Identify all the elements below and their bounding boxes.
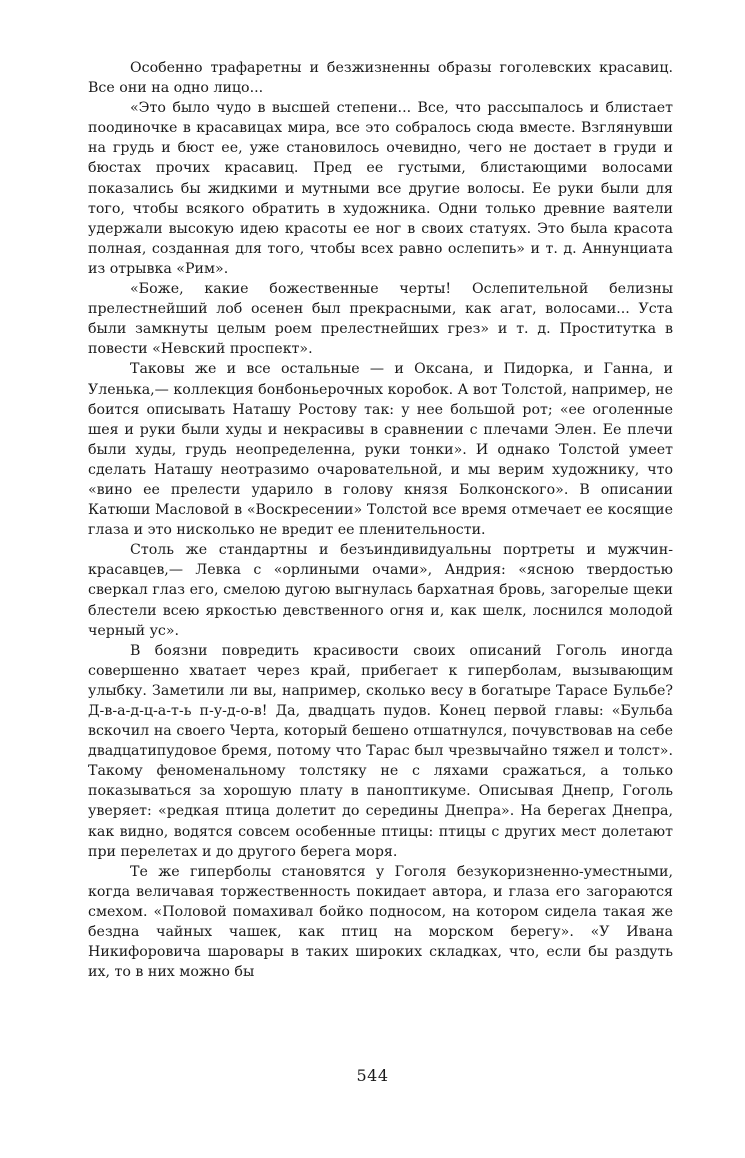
page-body bbox=[88, 58, 673, 1078]
page-number: 544 bbox=[356, 1066, 389, 1085]
paragraph-2: «Это было чудо в высшей степени... Все, что рассыпалось и блистает поодиночке в красавицах мира, все это собралось сюда вместе. Взглянувши на грудь и бюст ее, уже становилось очевидно, чего не достает в груди и бюстах прочих красавиц. Пред ее густыми, блистающими волосами показались бы жидкими и мутными все другие волосы. Ее руки были для того, чтобы всякого обратить в художника. Одни только древние ваятели удержали высокую идею красоты ее ног в своих статуях. Это была красота полная, созданная для того, чтобы всех равно ослепить» и т. д. Аннунциата из отрывка «Рим». bbox=[88, 100, 673, 277]
paragraph-6: В боязни повредить красивости своих описаний Гоголь иногда совершенно хватает через край, прибегает к гиперболам, вызывающим улыбку. Заметили ли вы, например, сколько весу в богатыре Тарасе Бульбе? Д-в-а-д-ц-а-т-ь п-у-д-о-в! Да, двадцать пудов. Конец первой главы: «Бульба вскочил на своего Черта, который бешено отшатнулся, почувствовав на себе двадцатипудовое бремя, потому что Тарас был чрезвычайно тяжел и толст». Такому феноменальному толстяку не с ляхами сражаться, а только показываться за хорошую плату в паноптикуме. Описывая Днепр, Гоголь уверяет: «редкая птица долетит до середины Днепра». На берегах Днепра, как видно, водятся совсем особенные птицы: птицы с других мест долетают при перелетах и до другого берега моря. bbox=[88, 642, 673, 860]
paragraph-5: Столь же стандартны и безъиндивидуальны портреты и мужчин-красавцев,— Левка с «орлиными очами», Андрия: «ясною твердостью сверкал глаз его, смелою дугою выгнулась бархатная бровь, загорелые щеки блестели всею яркостью девственного огня и, как шелк, лоснился молодой черный ус». bbox=[88, 542, 673, 639]
paragraph-3: «Боже, какие божественные черты! Ослепительной белизны прелестнейший лоб осенен был прекрасными, как агат, волосами... Уста были замкнуты целым роем прелестнейших грез» и т. д. Проститутка в повести «Невский проспект». bbox=[88, 281, 673, 358]
paragraph-7: Те же гиперболы становятся у Гоголя безукоризненно-уместными, когда величавая торжественность покидает автора, и глаза его загораются смехом. «Половой помахивал бойко подносом, на котором сидела такая же бездна чайных чашек, как птиц на морском берегу». «У Ивана Никифоровича шаровары в таких широких складках, что, если бы раздуть их, то в них можно бы bbox=[88, 863, 673, 981]
paragraph-4: Таковы же и все остальные — и Оксана, и Пидорка, и Ганна, и Уленька,— коллекция бонбоньерочных коробок. А вот Толстой, например, не боится описывать Наташу Ростову так: у нее большой рот; «ее оголенные шея и руки были худы и некрасивы в сравнении с плечами Элен. Ее плечи были худы, грудь неопределенна, руки тонки». И однако Толстой умеет сделать Наташу неотразимо очаровательной, и мы верим художнику, что «вино ее прелести ударило в голову князя Болконского». В описании Катюши Масловой в «Воскресении» Толстой все время отмечает ее косящие глаза и это нисколько не вредит ее пленительности. bbox=[88, 361, 673, 539]
paragraph-1: Особенно трафаретны и безжизненны образы гоголевских красавиц. Все они на одно лицо... bbox=[88, 60, 673, 97]
